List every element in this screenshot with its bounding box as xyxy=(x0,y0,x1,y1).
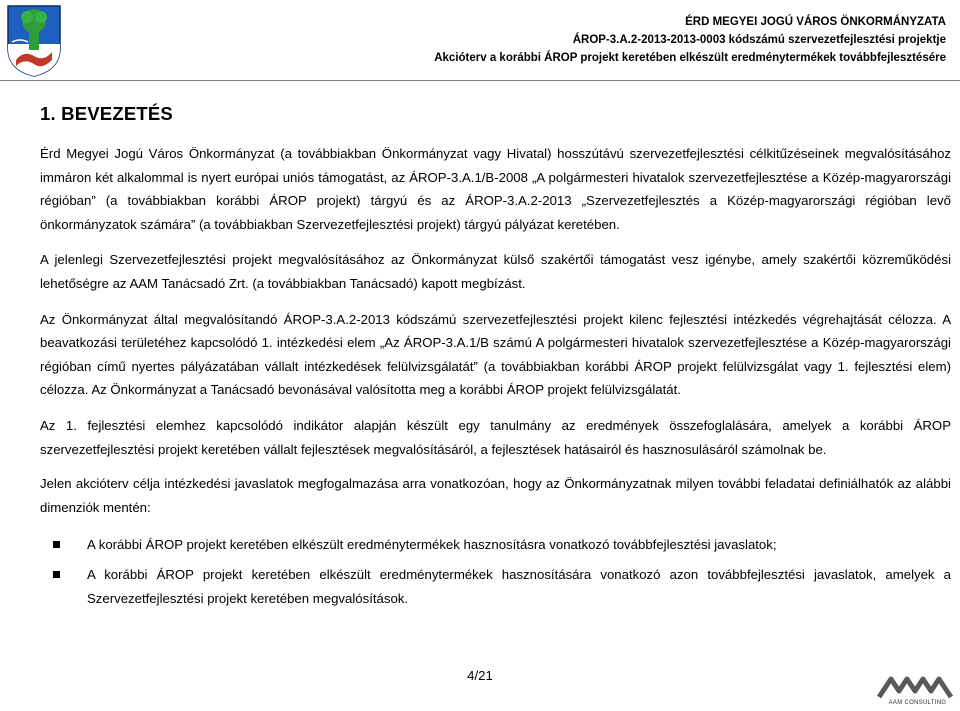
bullet-square-icon xyxy=(53,541,60,548)
paragraph-project-goals: Az Önkormányzat által megvalósítandó ÁROP-3.A.2-2013 kódszámú szervezetfejlesztési projekt kilenc fejlesztési intézkedés végrehajtását célozza. A beavatkozási területéhez kapcsolódó 1. intézkedési elem „Az ÁROP-3.A.1/B számú A polgármesteri hivatalok szervezetfejlesztése a Közép-magyarországi régióban című nyertes pályázatában vállalt intézkedések felülvizsgálatát” (a továbbiakban korábbi ÁROP projekt felülvizsgálat vagy 1. fejlesztési elem) célozza. Az Önkormányzat a Tanácsadó bevonásával valósította meg a korábbi ÁROP projekt felülvizsgálatát. xyxy=(40,311,951,398)
paragraph-indicator: Az 1. fejlesztési elemhez kapcsolódó indikátor alapján készült egy tanulmány az eredmények összefoglalására, amelyek a korábbi ÁROP szervezetfejlesztési projekt keretében vállalt fejlesztések megvalósításáról, a fejlesztések hatásairól és hasznosulásáról számolnak be. xyxy=(40,417,951,457)
header-project-code: ÁROP-3.A.2-2013-2013-0003 kódszámú szervezetfejlesztési projektje xyxy=(572,34,946,46)
page-header xyxy=(0,0,960,80)
paragraph-intro: Érd Megyei Jogú Város Önkormányzat (a továbbiakban Önkormányzat vagy Hivatal) hosszútávú szervezetfejlesztési célkitűzéseinek megvalósításához immáron két alkalommal is nyert európai uniós támogatást, az ÁROP-3.A.1/B-2008 „A polgármesteri hivatalok szervezetfejlesztése a Közép-magyarországi régióban” (a továbbiakban korábbi ÁROP projekt) tárgyú és az ÁROP-3.A.2-2013 „Szervezetfejlesztés a Közép-magyarországi régióban levő önkormányzatok számára” (a továbbiakban Szervezetfejlesztési projekt) tárgyú pályázat keretében. xyxy=(40,146,951,232)
header-divider xyxy=(0,80,960,81)
aam-logo-icon xyxy=(875,675,960,699)
list-item-text: A korábbi ÁROP projekt keretében elkészült eredménytermékek hasznosításra vonatkozó továbbfejlesztési javaslatok; xyxy=(87,537,777,553)
list-item-text: A korábbi ÁROP projekt keretében elkészült eredménytermékek hasznosítására vonatkozó azon továbbfejlesztési javaslatok, amelyek a Szervezetfejlesztési projekt keretében megvalósítások. xyxy=(87,566,951,606)
section-title: 1. BEVEZETÉS xyxy=(40,103,173,124)
page-body xyxy=(40,103,951,610)
paragraph-action-plan-aim: Jelen akcióterv célja intézkedési javaslatok megfogalmazása arra vonatkozóan, hogy az Önkormányzatnak milyen további feladatai definiálhatók az alábbi dimenziók mentén: xyxy=(40,476,951,515)
header-plan-title: Akcióterv a korábbi ÁROP projekt keretében elkészült eredménytermékek továbbfejlesztésére xyxy=(434,52,946,64)
header-org: ÉRD MEGYEI JOGÚ VÁROS ÖNKORMÁNYZATA xyxy=(685,16,946,28)
aam-logo xyxy=(875,675,960,709)
list-item xyxy=(40,533,951,557)
list-item xyxy=(40,563,951,610)
bullet-square-icon xyxy=(53,571,60,578)
coat-of-arms-icon xyxy=(6,4,62,78)
dimension-list xyxy=(40,533,951,610)
page-number: 4/21 xyxy=(467,668,493,683)
logo-caption: AAM CONSULTING xyxy=(888,700,947,706)
paragraph-consultant: A jelenlegi Szervezetfejlesztési projekt megvalósításához az Önkormányzat külső szakértői támogatást vesz igénybe, amely szakértői közreműködési lehetőségre az AAM Tanácsadó Zrt. (a továbbiakban Tanácsadó) kapott megbízást. xyxy=(40,252,951,291)
